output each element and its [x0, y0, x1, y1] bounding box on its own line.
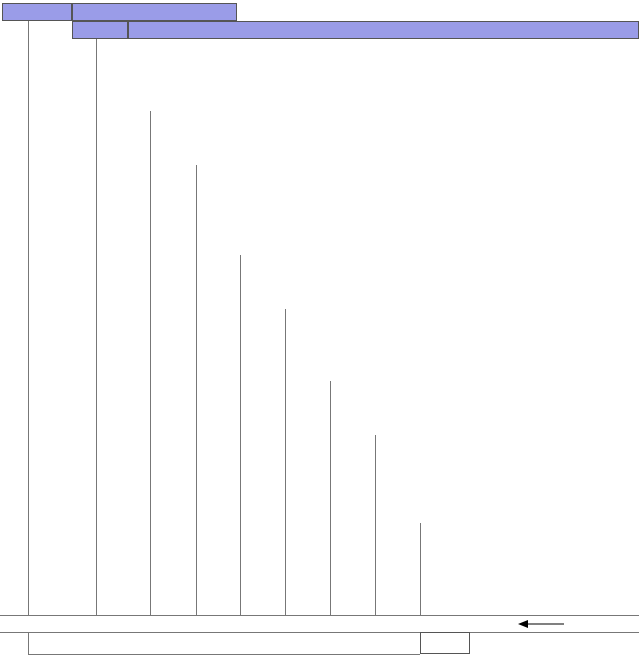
optional-zone — [420, 632, 470, 654]
connector-line — [375, 435, 376, 615]
arrow-left-icon — [518, 619, 564, 629]
required-zone-bottom — [28, 654, 420, 655]
product-name-cell — [72, 3, 237, 21]
connector-line — [285, 309, 286, 615]
connector-line — [240, 255, 241, 615]
connector-line — [96, 39, 97, 615]
connector-line — [196, 165, 197, 615]
example-bottom-line — [0, 632, 639, 633]
required-zone-left — [28, 632, 29, 654]
example-top-line — [0, 615, 639, 616]
model-cell — [2, 3, 72, 21]
connector-line — [28, 21, 29, 615]
connector-line — [420, 523, 421, 615]
range-code-cell — [72, 21, 128, 39]
range-desc-cell — [128, 21, 639, 39]
connector-line — [330, 381, 331, 615]
connector-line — [150, 111, 151, 615]
